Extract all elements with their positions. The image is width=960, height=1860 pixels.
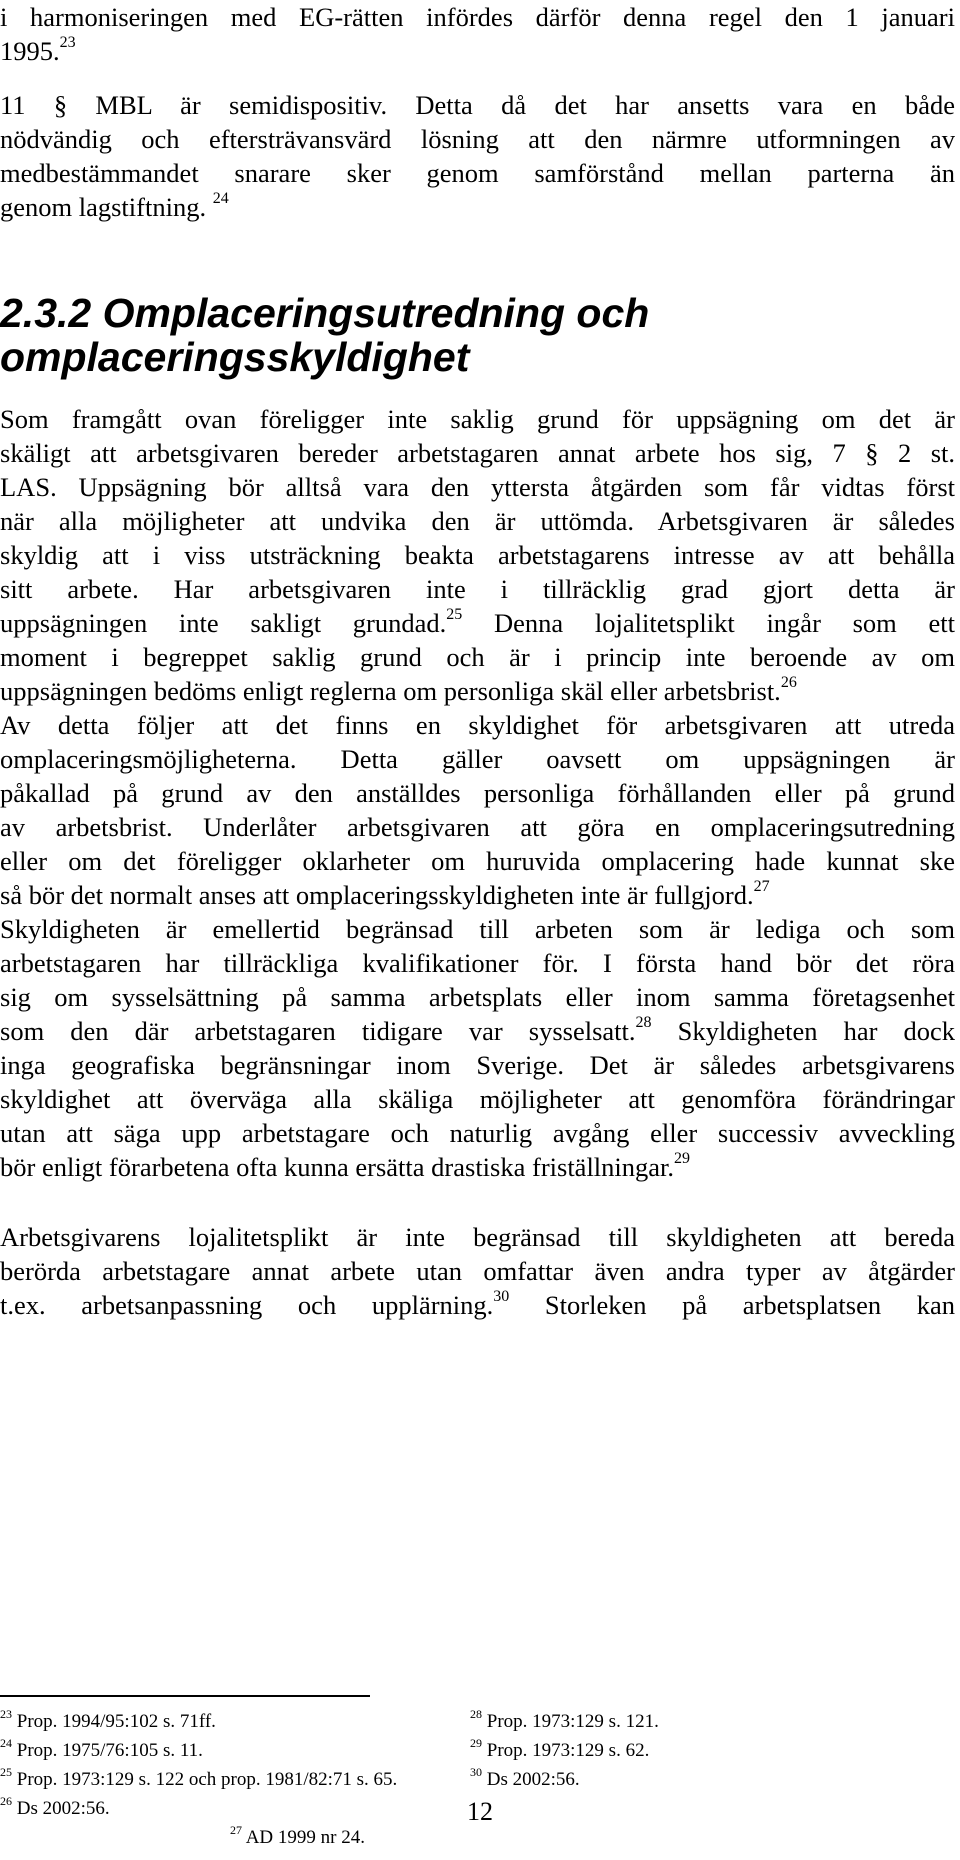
body-line: [0, 606, 955, 640]
footnote: [470, 1765, 580, 1792]
intro-line: i harmoniseringen med EG-rätten infördes därför denna regel den 1 januari: [0, 2, 955, 32]
footnote-ref[interactable]: 25: [446, 606, 463, 623]
intro-text: genom lagstiftning.: [0, 192, 207, 222]
footnote-number: 28: [470, 1707, 482, 1721]
intro-line: medbestämmandet snarare sker genom samförstånd mellan parterna än: [0, 158, 955, 188]
footnote-number: 27: [230, 1823, 242, 1837]
section-heading: 2.3.2 Omplaceringsutredning och: [0, 290, 650, 336]
intro-line: nödvändig och eftersträvansvärd lösning att den närmre utformningen av: [0, 124, 955, 154]
body-line: av arbetsbrist. Underlåter arbetsgivaren att göra en omplaceringsutredning: [0, 812, 955, 842]
footnote-number: 23: [0, 1707, 12, 1721]
footnote-text: Prop. 1973:129 s. 122 och prop. 1981/82:71 s. 65.: [16, 1769, 398, 1790]
intro-text: 1995.: [0, 36, 60, 66]
body-text: som den där arbetstagaren tidigare var sysselsatt.: [0, 1016, 636, 1046]
footnote-ref[interactable]: 24: [212, 190, 229, 207]
footnote-text: Ds 2002:56.: [486, 1769, 580, 1790]
body-line: [0, 1150, 955, 1184]
body-line: arbetstagaren har tillräckliga kvalifikationer för. I första hand bör det röra: [0, 948, 955, 978]
body-text: bör enligt förarbetena ofta kunna ersätta drastiska friställningar.: [0, 1152, 675, 1182]
body-line: [0, 1288, 955, 1322]
footnote-ref[interactable]: 27: [753, 878, 770, 895]
body-line: påkallad på grund av den anställdes personliga förhållanden eller på grund: [0, 778, 955, 808]
footnote-number: 24: [0, 1736, 12, 1750]
body-text: uppsägningen bedöms enligt reglerna om personliga skäl eller arbetsbrist.: [0, 676, 781, 706]
footnote-text: Prop. 1975/76:105 s. 11.: [16, 1740, 203, 1761]
body-line: [0, 878, 955, 912]
footnote-text: Ds 2002:56.: [16, 1798, 110, 1819]
footnote-ref[interactable]: 28: [635, 1014, 652, 1031]
footnote: [0, 1765, 398, 1792]
body-line: sitt arbete. Har arbetsgivaren inte i tillräcklig grad gjort detta är: [0, 574, 955, 604]
body-line: [0, 1014, 955, 1048]
footnote-number: 25: [0, 1765, 12, 1779]
footnote-ref[interactable]: 26: [780, 674, 797, 691]
footnote-text: Prop. 1973:129 s. 62.: [486, 1740, 650, 1761]
page-number: 12: [467, 1797, 493, 1826]
intro-line: [0, 190, 955, 224]
body-text: Skyldigheten har dock: [651, 1016, 955, 1046]
body-line: skäligt att arbetsgivaren bereder arbetstagaren annat arbete hos sig, 7 § 2 st.: [0, 438, 955, 468]
body-text: t.ex. arbetsanpassning och upplärning.: [0, 1290, 494, 1320]
body-line: Skyldigheten är emellertid begränsad till arbeten som är lediga och som: [0, 914, 955, 944]
footnote: [470, 1707, 659, 1734]
body-line: Arbetsgivarens lojalitetsplikt är inte begränsad till skyldigheten att bereda: [0, 1222, 955, 1252]
footnote-text: Prop. 1994/95:102 s. 71ff.: [16, 1711, 216, 1732]
body-line: utan att säga upp arbetstagare och naturlig avgång eller successiv avveckling: [0, 1118, 955, 1148]
body-line: omplaceringsmöjligheterna. Detta gäller oavsett om uppsägningen är: [0, 744, 955, 774]
footnote-text: Prop. 1973:129 s. 121.: [486, 1711, 659, 1732]
body-line: Av detta följer att det finns en skyldighet för arbetsgivaren att utreda: [0, 710, 955, 740]
intro-line: [0, 34, 955, 68]
footnote: [230, 1823, 365, 1850]
body-line: skyldighet att överväga alla skäliga möjligheter att genomföra förändringar: [0, 1084, 955, 1114]
footnote-ref[interactable]: 23: [59, 34, 76, 51]
body-line: [0, 674, 955, 708]
body-text: Storleken på arbetsplatsen kan: [509, 1290, 956, 1320]
footnote-number: 29: [470, 1736, 482, 1750]
body-line: inga geografiska begränsningar inom Sverige. Det är således arbetsgivarens: [0, 1050, 955, 1080]
footnote-number: 26: [0, 1794, 12, 1808]
body-line: sig om sysselsättning på samma arbetsplats eller inom samma företagsenhet: [0, 982, 955, 1012]
body-line: moment i begreppet saklig grund och är i princip inte beroende av om: [0, 642, 955, 672]
footnote: [0, 1736, 203, 1763]
body-line: Som framgått ovan föreligger inte saklig grund för uppsägning om det är: [0, 404, 955, 434]
body-line: berörda arbetstagare annat arbete utan omfattar även andra typer av åtgärder: [0, 1256, 955, 1286]
body-text: uppsägningen inte sakligt grundad.: [0, 608, 447, 638]
body-text: så bör det normalt anses att omplaceringsskyldigheten inte är fullgjord.: [0, 880, 754, 910]
section-heading: omplaceringsskyldighet: [0, 334, 470, 380]
footnote: [470, 1736, 650, 1763]
footnote: [0, 1707, 216, 1734]
body-line: skyldig att i viss utsträckning beakta arbetstagarens intresse av att behålla: [0, 540, 955, 570]
footnote-ref[interactable]: 29: [674, 1150, 691, 1167]
body-line: eller om det föreligger oklarheter om huruvida omplacering hade kunnat ske: [0, 846, 955, 876]
body-line: LAS. Uppsägning bör alltså vara den yttersta åtgärden som får vidtas först: [0, 472, 955, 502]
footnote-number: 30: [470, 1765, 482, 1779]
intro-line: 11 § MBL är semidispositiv. Detta då det har ansetts vara en både: [0, 90, 955, 120]
body-line: när alla möjligheter att undvika den är uttömda. Arbetsgivaren är således: [0, 506, 955, 536]
footnote-ref[interactable]: 30: [493, 1288, 510, 1305]
footnote-divider: [0, 1695, 370, 1697]
footnote-text: AD 1999 nr 24.: [245, 1827, 365, 1848]
body-text: Denna lojalitetsplikt ingår som ett: [462, 608, 956, 638]
footnote: [0, 1794, 110, 1821]
